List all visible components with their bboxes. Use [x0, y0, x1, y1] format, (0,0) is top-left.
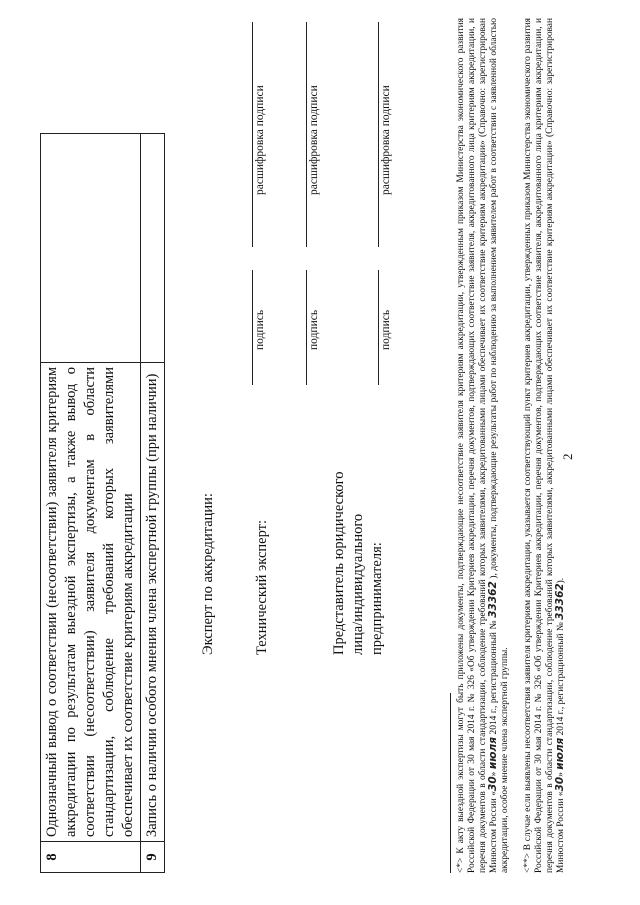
signature-label-expert: Эксперт по аккредитации: [200, 493, 216, 655]
name-line [252, 22, 253, 247]
name-line [306, 22, 307, 247]
footnote-separator [450, 693, 451, 873]
signature-caption: подпись [308, 309, 320, 350]
row-text: Запись о наличии особого мнения члена экспертной группы (при наличии) [141, 363, 165, 842]
signature-caption: подпись [254, 309, 266, 350]
name-caption: расшифровка подписи [308, 85, 320, 195]
handwritten-registration-number: 33362 [487, 581, 500, 618]
name-caption: расшифровка подписи [380, 85, 392, 195]
criteria-table [40, 133, 165, 873]
row-number: 9 [141, 842, 165, 873]
row-number: 8 [41, 842, 141, 873]
row-value-cell [41, 134, 141, 363]
signature-label-technical-expert: Технический эксперт: [254, 520, 270, 655]
footnote-1: <*> К акту выездной экспертизы могут быть приложены документы, подтверждающие несоответствие заявителя критериям аккредитации, утвержденным приказом Министерства экономического развития Российской Федерации от 30 мая 2014 г. № 326 «Об утверждении Критериев аккредитации, перечня документов, подтверждающих соответствие заявителя, аккредитованного лица критериям аккредитации, и перечня документов в области стандартизации, соблюдение требований которых заявителями, аккредитованными лицами обеспечивает их соответствие критериям аккредитации» (Справочно: зарегистрирован Минюстом России «30» июля 2014 г., регистрационный № 33362 ), документы, подтверждающие результаты работ по наблюдению за выполнением заявителем работ в соответствии с заявленной областью аккредитации, особое мнение члена экспертной группы. [456, 17, 511, 873]
handwritten-day: 30 [487, 776, 500, 791]
table-row [41, 134, 141, 873]
name-caption: расшифровка подписи [254, 85, 266, 195]
table-row [141, 134, 165, 873]
signature-line [306, 270, 307, 385]
handwritten-day: 30 [554, 776, 567, 792]
handwritten-month: июля [554, 737, 567, 770]
handwritten-registration-number: 33362 [554, 583, 567, 620]
name-line [378, 22, 379, 247]
row-value-cell [141, 134, 165, 363]
handwritten-month: июля [487, 737, 500, 770]
row-text: Однозначный вывод о соответствии (несоответствии) заявителя критериям аккредитации по результатам выездной экспертизы, а также вывод о соответствии (несоответствии) заявителя документам в области стандартизации, соблюдение требований которых заявителями обеспечивает их соответствие критериям аккредитации [41, 363, 141, 842]
footnote-2: <**> В случае если выявлены несоответствия заявителя критериям аккредитации, указывается соответствующий пункт критериев аккредитации, утвержденных приказом Министерства экономического развития Российской Федерации от 30 мая 2014 г. № 326 «Об утверждении Критериев аккредитации, перечня документов, подтверждающих соответствие заявителя, аккредитованного лица критериям аккредитации, и перечня документов в области стандартизации, соблюдение требований которых заявителями, аккредитованными лицами обеспечивает их соответствие критериям аккредитации» (Справочно: зарегистрирован Минюстом России «30» июля 2014 г., регистрационный № 33362). [523, 18, 567, 873]
page-number: 2 [560, 453, 575, 460]
signature-label-representative: Представитель юридического лица/индивидуального предпринимателя: [331, 471, 385, 655]
signature-line [378, 270, 379, 385]
signature-line [252, 270, 253, 385]
signature-caption: подпись [380, 309, 392, 350]
